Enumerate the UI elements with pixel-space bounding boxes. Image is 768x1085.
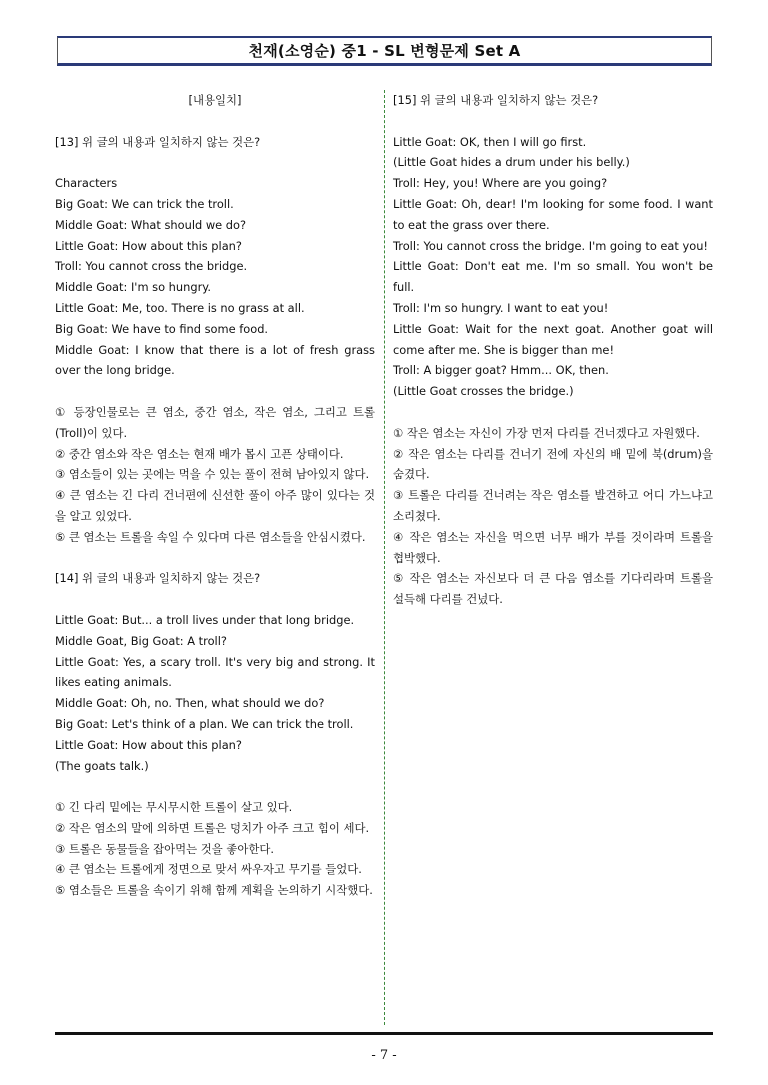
passage-line: Middle Goat: I know that there is a lot of fresh grass over the long bridge. xyxy=(55,342,375,378)
passage-line: Troll: A bigger goat? Hmm... OK, then. xyxy=(393,363,609,378)
choice-2: ② 작은 염소의 말에 의하면 트롤은 덩치가 아주 크고 힘이 세다. xyxy=(55,820,370,835)
choices-13 xyxy=(55,402,375,548)
passage-line: Middle Goat: I'm so hungry. xyxy=(55,280,211,295)
passage-line: Characters xyxy=(55,176,118,191)
passage-line: Troll: Hey, you! Where are you going? xyxy=(393,176,608,191)
passage-line: Little Goat: Oh, dear! I'm looking for some food. I want to eat the grass over there. xyxy=(393,196,713,232)
choice-4: ④ 큰 염소는 긴 다리 건너편에 신선한 풀이 아주 많이 있다는 것을 알고 있었다. xyxy=(55,488,375,523)
passage-line: Little Goat: How about this plan? xyxy=(55,737,242,752)
header-title-box xyxy=(57,36,712,66)
question-13: [13] 위 글의 내용과 일치하지 않는 것은? xyxy=(55,134,261,149)
passage-line: (Little Goat hides a drum under his belly.) xyxy=(393,155,630,170)
passage-14 xyxy=(55,610,375,776)
choice-5: ⑤ 염소들은 트롤을 속이기 위해 함께 계획을 논의하기 시작했다. xyxy=(55,883,373,898)
choice-3: ③ 트롤은 다리를 건너려는 작은 염소를 발견하고 어디 가느냐고 소리쳤다. xyxy=(393,488,713,523)
passage-line: Little Goat: OK, then I will go first. xyxy=(393,134,587,149)
passage-line: Middle Goat: Oh, no. Then, what should we do? xyxy=(55,696,325,711)
passage-13 xyxy=(55,173,375,381)
passage-line: Little Goat: Don't eat me. I'm so small. You won't be full. xyxy=(393,259,713,295)
choice-2: ② 중간 염소와 작은 염소는 현재 배가 몹시 고픈 상태이다. xyxy=(55,446,344,461)
passage-line: Little Goat: Me, too. There is no grass at all. xyxy=(55,300,305,315)
choice-4: ④ 큰 염소는 트롤에게 정면으로 맞서 싸우자고 무기를 들었다. xyxy=(55,862,362,877)
passage-line: Little Goat: Yes, a scary troll. It's very big and strong. It likes eating animals. xyxy=(55,654,375,690)
choice-1: ① 작은 염소는 자신이 가장 먼저 다리를 건너겠다고 자원했다. xyxy=(393,425,700,440)
choice-3: ③ 염소들이 있는 곳에는 먹을 수 있는 풀이 전혀 남아있지 않다. xyxy=(55,467,370,482)
passage-line: (Little Goat crosses the bridge.) xyxy=(393,384,574,399)
choice-1: ① 긴 다리 밑에는 무시무시한 트롤이 살고 있다. xyxy=(55,800,293,815)
choices-15 xyxy=(393,423,713,610)
footer-rule xyxy=(55,1032,713,1035)
left-column xyxy=(55,90,375,901)
choice-5: ⑤ 작은 염소는 자신보다 더 큰 다음 염소를 기다리라며 트롤을 설득해 다리를 건넜다. xyxy=(393,571,713,607)
choices-14 xyxy=(55,797,375,901)
passage-line: Troll: You cannot cross the bridge. I'm going to eat you! xyxy=(393,238,708,253)
choice-2: ② 작은 염소는 다리를 건너기 전에 자신의 배 밑에 북(drum)을 숨겼다. xyxy=(393,446,713,482)
choice-4: ④ 작은 염소는 자신을 먹으면 너무 배가 부를 것이라며 트롤을 협박했다. xyxy=(393,529,713,565)
column-divider xyxy=(384,90,385,1025)
choice-3: ③ 트롤은 동물들을 잡아먹는 것을 좋아한다. xyxy=(55,841,274,856)
choice-1: ① 등장인물로는 큰 염소, 중간 염소, 작은 염소, 그리고 트롤(Troll)이 있다. xyxy=(55,404,375,440)
question-15: [15] 위 글의 내용과 일치하지 않는 것은? xyxy=(393,93,599,107)
passage-15 xyxy=(393,132,713,402)
right-column xyxy=(393,90,713,610)
passage-line: Little Goat: But... a troll lives under that long bridge. xyxy=(55,612,355,627)
passage-line: Troll: I'm so hungry. I want to eat you! xyxy=(393,300,609,315)
passage-line: Big Goat: We can trick the troll. xyxy=(55,196,234,211)
passage-line: (The goats talk.) xyxy=(55,758,149,773)
passage-line: Little Goat: How about this plan? xyxy=(55,238,242,253)
page-title: 천재(소영순) 중1 - SL 변형문제 Set A xyxy=(248,42,521,60)
passage-line: Middle Goat, Big Goat: A troll? xyxy=(55,633,227,648)
passage-line: Middle Goat: What should we do? xyxy=(55,217,247,232)
choice-5: ⑤ 큰 염소는 트롤을 속일 수 있다며 다른 염소들을 안심시켰다. xyxy=(55,529,366,544)
page-number: - 7 - xyxy=(371,1048,397,1063)
passage-line: Little Goat: Wait for the next goat. Another goat will come after me. She is bigger than me! xyxy=(393,321,713,357)
section-label: [내용일치] xyxy=(188,93,242,107)
passage-line: Troll: You cannot cross the bridge. xyxy=(55,259,248,274)
passage-line: Big Goat: Let's think of a plan. We can trick the troll. xyxy=(55,716,354,731)
question-14: [14] 위 글의 내용과 일치하지 않는 것은? xyxy=(55,571,261,586)
passage-line: Big Goat: We have to find some food. xyxy=(55,321,269,336)
